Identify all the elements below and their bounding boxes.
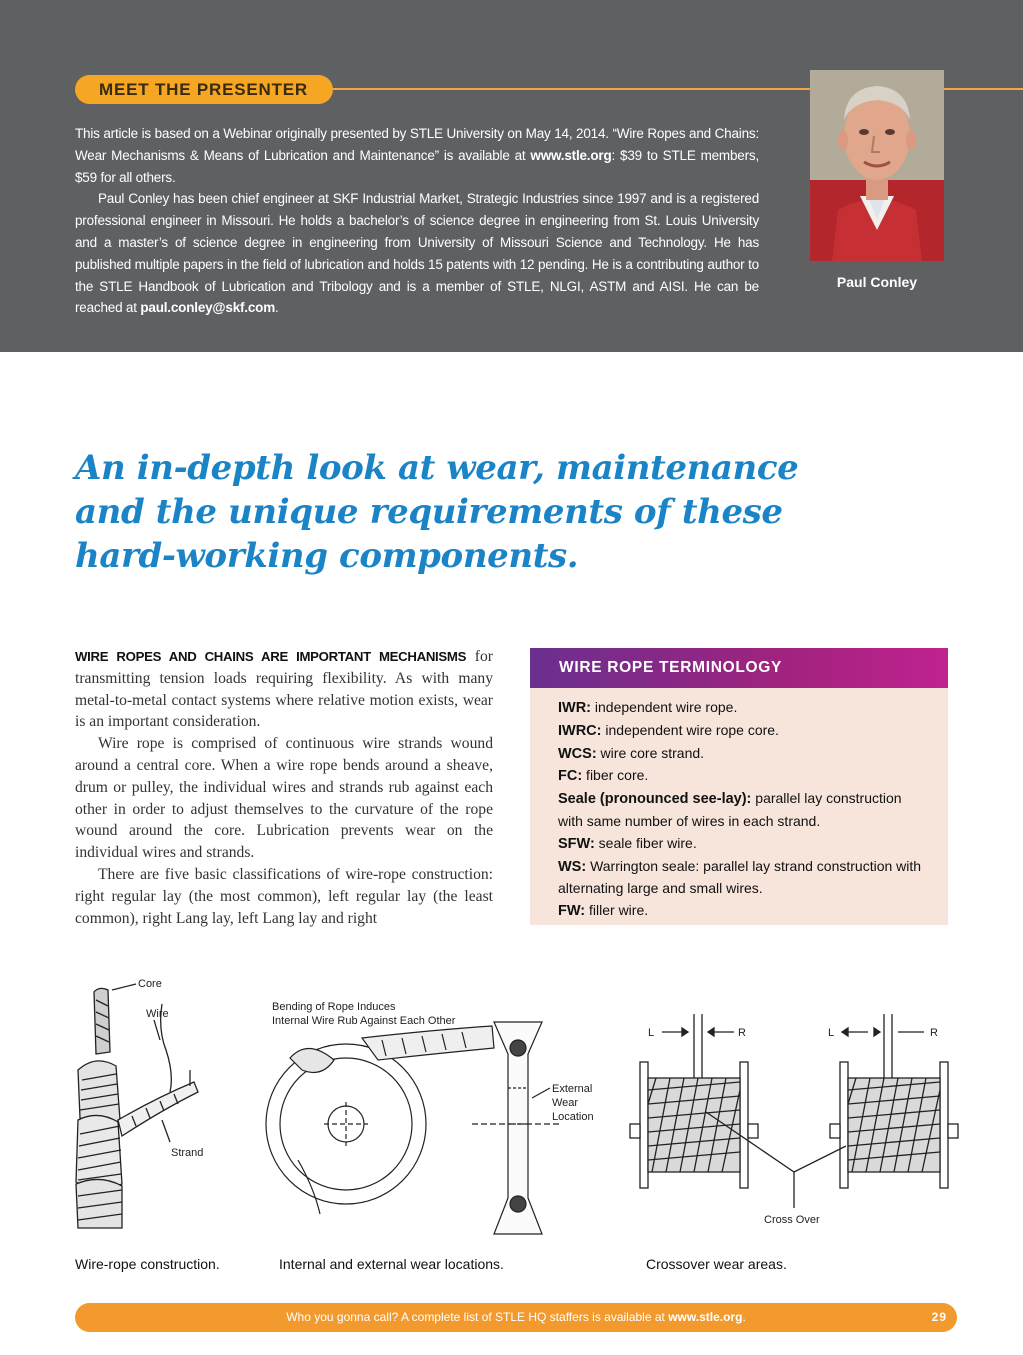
term-definition: independent wire rope core. (601, 721, 779, 738)
label-crossover: Cross Over (764, 1214, 820, 1226)
presenter-para-1-tail: : $39 to STLE members, $59 for all others. (75, 147, 759, 185)
term-definition: seale fiber wire. (594, 834, 697, 851)
label-bending-1: Bending of Rope Induces (272, 1001, 396, 1013)
article-body (75, 646, 493, 929)
article-headline (75, 446, 875, 578)
footer-end: . (742, 1310, 746, 1324)
term-item (558, 720, 930, 743)
footer-message (75, 1303, 957, 1332)
terminology-title: WIRE ROPE TERMINOLOGY (530, 648, 948, 688)
presenter-para-2-end: . (275, 300, 279, 316)
body-paragraph-2: Wire rope is comprised of continuous wire strands wound around a central core. When a wire rope bends around a sheave, drum or pulley, the individual wires and strands rub against each other in order to adjust themselves to the curvature of the rope wound around the core. Lubrication prevents wear on the individual wires and strands. (75, 735, 493, 862)
term-name: WS: (558, 858, 587, 875)
headline-line-1: An in-depth look at wear, maintenance (75, 448, 799, 488)
figure-wear-locations (262, 998, 612, 1238)
body-paragraph-1 (75, 646, 493, 733)
term-item (558, 697, 930, 720)
label-right-drum-l: L (828, 1027, 835, 1039)
label-core: Core (138, 978, 162, 990)
label-wire: Wire (146, 1008, 169, 1020)
term-definition: wire core strand. (596, 744, 705, 761)
caption-crossover-wear: Crossover wear areas. (646, 1256, 787, 1272)
body-paragraph-1-text: for transmitting tension loads requiring flexibility. As with many metal-to-metal contact systems where relative motion exists, wear is an important consideration. (75, 648, 493, 731)
term-item (558, 833, 930, 856)
label-right-drum-r: R (930, 1027, 938, 1039)
figure-crossover-wear (626, 994, 966, 1229)
term-definition: independent wire rope. (591, 699, 738, 715)
caption-wear-locations: Internal and external wear locations. (279, 1256, 504, 1272)
presenter-photo-caption: Paul Conley (836, 274, 918, 290)
presenter-para-1 (75, 123, 759, 188)
term-definition: filler wire. (585, 902, 649, 919)
presenter-para-2 (75, 188, 759, 319)
presenter-email-link[interactable]: paul.conley@skf.com (140, 300, 276, 316)
label-left-drum-r: R (738, 1027, 746, 1039)
page-number: 29 (931, 1310, 947, 1324)
term-name: FC: (558, 768, 583, 785)
caption-wire-rope-construction: Wire-rope construction. (75, 1256, 220, 1272)
terminology-sidebar (530, 648, 948, 925)
meet-presenter-tag: MEET THE PRESENTER (75, 75, 333, 104)
term-item (558, 788, 930, 833)
body-paragraph-3: There are five basic classifications of wire-rope construction: right regular lay (the most common), left regular lay (the least common), right Lang lay, left Lang lay and right (75, 865, 493, 927)
headline-line-2: and the unique requirements of these (75, 492, 783, 532)
term-name: WCS: (558, 745, 597, 762)
presenter-photo (810, 70, 944, 261)
label-external-1: External (552, 1083, 593, 1095)
term-item (558, 765, 930, 788)
term-item (558, 900, 930, 923)
term-name: SFW: (558, 835, 595, 852)
label-bending-2: Internal Wire Rub Against Each Other (272, 1015, 456, 1027)
label-external-2: Wear (552, 1097, 579, 1109)
label-strand: Strand (171, 1147, 204, 1159)
label-external-3: Location (552, 1111, 594, 1123)
body-lead-in: WIRE ROPES AND CHAINS ARE IMPORTANT MECHANISMS (75, 649, 467, 664)
footer-text: Who you gonna call? A complete list of STLE HQ staffers is available at (286, 1310, 669, 1324)
term-name: IWR: (558, 700, 592, 716)
term-name: IWRC: (558, 722, 602, 739)
page-footer (75, 1303, 957, 1332)
figure-wire-rope-construction (66, 970, 256, 1235)
terminology-list (530, 688, 948, 923)
term-definition: fiber core. (582, 767, 649, 784)
presenter-bio (75, 123, 759, 319)
term-definition: parallel lay construction with same number of wires in each strand. (558, 790, 902, 829)
stle-link[interactable]: www.stle.org (530, 147, 612, 163)
term-item (558, 743, 930, 766)
presenter-para-2-text: Paul Conley has been chief engineer at SKF Industrial Market, Strategic Industries since 1997 and is a registered professional engineer in Missouri. He holds a bachelor’s of science degree in engineering from St. Louis University and a master’s of science degree in engineering from University of Missouri Science and Technology. He has published multiple papers in the field of lubrication and holds 15 patents with 12 pending. He is a contributing author to the STLE Handbook of Lubrication and Tribology and is a member of STLE, NLGI, ASTM and AISI. He can be reached at (75, 191, 759, 316)
headline-line-3: hard-working components. (75, 536, 579, 576)
label-left-drum-l: L (648, 1027, 655, 1039)
footer-stle-link[interactable]: www.stle.org (668, 1310, 743, 1324)
term-item (558, 856, 930, 901)
term-name: FW: (558, 903, 586, 920)
term-definition: Warrington seale: parallel lay strand construction with alternating large and small wires. (558, 857, 922, 897)
presenter-para-1-text: This article is based on a Webinar originally presented by STLE University on May 14, 2014. “Wire Ropes and Chains: Wear Mechanisms & Means of Lubrication and Maintenance” is available at (75, 126, 759, 163)
term-name: Seale (pronounced see-lay): (558, 791, 752, 808)
